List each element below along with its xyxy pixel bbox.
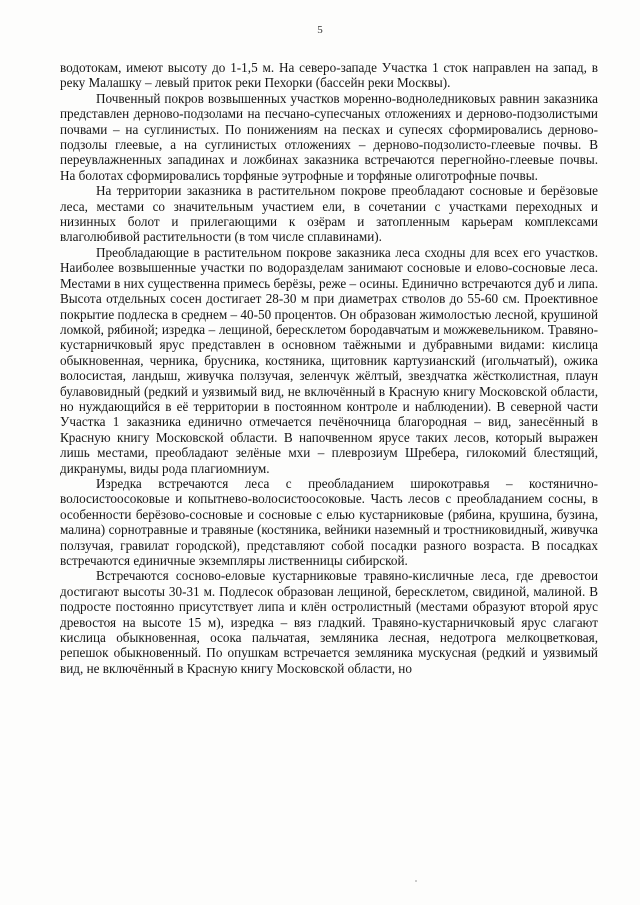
paragraph-spruce-forests: Встречаются сосново-еловые кустарниковые травяно-кисличные леса, где древостои достигают высоты 30-31 м. Подлесок образован лещиной, бересклетом, свидиной, малиной. В подросте постоянно присутствует липа и клён остролистный (местами образуют второй ярус древостоя на высоте 15 м), изредка – вяз гладкий. Травяно-кустарничковый ярус слагают кислица обыкновенная, осока пальчатая, земляника лесная, недотрога мелкоцветковая, репешок обыкновенный. По опушкам встречается земляника мускусная (редкий и уязвимый вид, не включённый в Красную книгу Московской области, но xyxy=(60,568,598,676)
document-body xyxy=(60,60,598,676)
paragraph-continuation: водотокам, имеют высоту до 1-1,5 м. На северо-западе Участка 1 сток направлен на запад, в реку Малашку – левый приток реки Пехорки (бассейн реки Москвы). xyxy=(60,60,598,91)
paragraph-forests: Преобладающие в растительном покрове заказника леса сходны для всех его участков. Наиболее возвышенные участки по водоразделам занимают сосновые и елово-сосновые леса. Местами в них существенна примесь берёзы, реже – осины. Единично встречаются дуб и липа. Высота отдельных сосен достигает 28-30 м при диаметрах стволов до 55-60 см. Проективное покрытие подлеска в среднем – 40-50 процентов. Он образован жимолостью лесной, крушиной ломкой, рябиной; изредка – лещиной, бересклетом бородавчатым и можжевельником. Травяно-кустарничковый ярус представлен в основном таёжными и дубравными видами: кислица обыкновенная, черника, брусника, костяника, щитовник картузианский (игольчатый), ожика волосистая, ландыш, живучка ползучая, зеленчук жёлтый, звездчатка жёстколистная, плаун булавовидный (редкий и уязвимый вид, не включённый в Красную книгу Московской области, но нуждающийся в её территории в постоянном контроле и наблюдении). В северной части Участка 1 заказника единично отмечается печёночница благородная – вид, занесённый в Красную книгу Московской области. В напочвенном ярусе таких лесов, который выражен лишь местами, преобладают зелёные мхи – плеврозиум Шребера, гилокомий блестящий, дикранумы, виды рода плагиомниум. xyxy=(60,244,598,476)
paragraph-broadleaf-forests: Изредка встречаются леса с преобладанием широкотравья – костянично-волосистоосоковые и копытнево-волосистоосоковые. Часть лесов с преобладанием сосны, в особенности берёзово-сосновые и сосновые с елью кустарниковые (рябина, крушина, бузина, малина) сорнотравные и травяные (костяника, вейники наземный и тростниковидный, живучка ползучая, гравилат городской), представляют собой посадки разного возраста. В посадках встречаются единичные экземпляры лиственницы сибирской. xyxy=(60,475,598,568)
paragraph-vegetation: На территории заказника в растительном покрове преобладают сосновые и берёзовые леса, местами со значительным участием ели, в сочетании с участками переходных и низинных болот и прилегающими к озёрам и затопленным карьерам комплексами влаголюбивой растительности (в том числе сплавинами). xyxy=(60,183,598,245)
scan-artifact xyxy=(415,880,417,882)
paragraph-soil: Почвенный покров возвышенных участков моренно-водноледниковых равнин заказника представлен дерново-подзолами на песчано-супесчаных отложениях и дерново-подзолистыми почвами – на суглинистых. По понижениям на песках и супесях сформировались дерново-подзолы глеевые, а на суглинистых отложениях – дерново-подзолисто-глеевые почвы. В переувлажненных западинах и ложбинах заказника встречаются перегнойно-глеевые почвы. На болотах сформировались торфяные эутрофные и торфяные олиготрофные почвы. xyxy=(60,90,598,183)
page-number: 5 xyxy=(317,24,323,36)
